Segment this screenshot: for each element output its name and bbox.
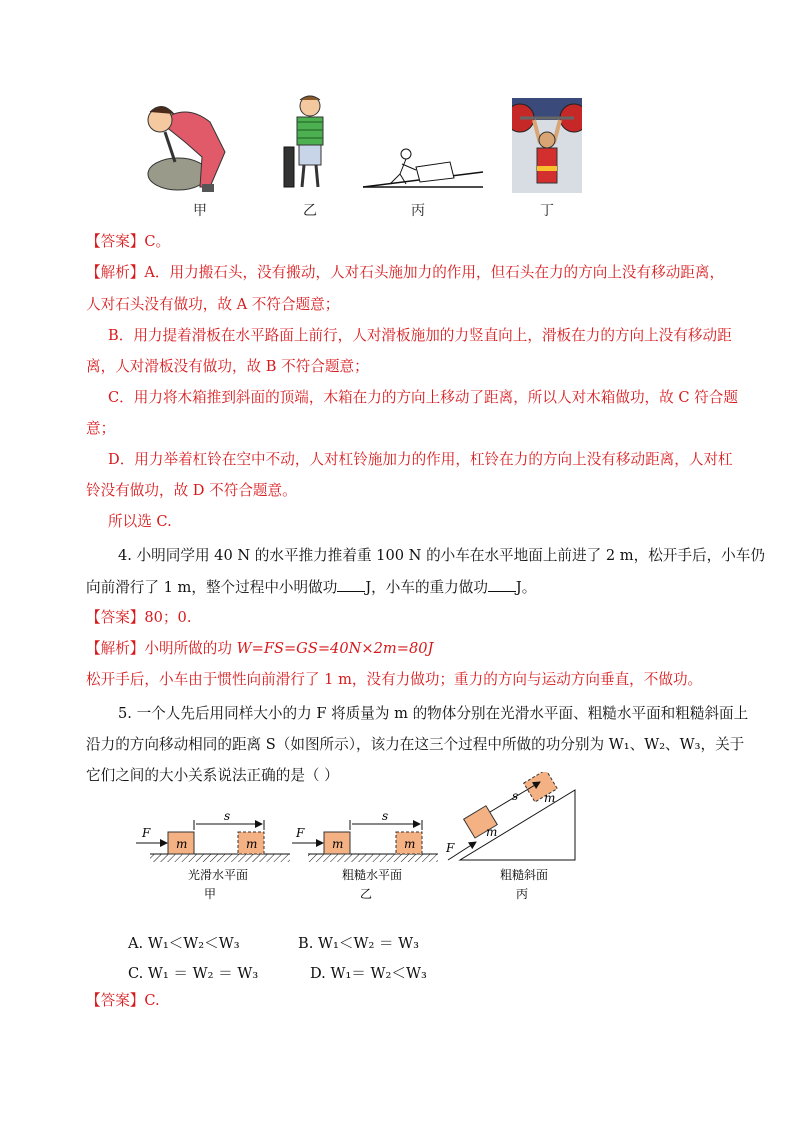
q4-stem-line1: 4. 小明同学用 40 N 的水平推力推着重 100 N 的小车在水平地面上前进了 2 m，松开手后，小车仍 — [118, 547, 765, 564]
figure-label-ding: 丁 — [540, 203, 554, 219]
dist-label-a: s — [224, 809, 231, 823]
q5-answer: 【答案】C. — [86, 992, 160, 1009]
diagram-rough-surface — [292, 820, 438, 862]
force-label-c: F — [446, 841, 455, 855]
q4-analysis: 【解析】小明所做的功 W=FS=GS=40N×2m=80J — [86, 640, 434, 657]
q5-option-D[interactable]: D. W₁＝ W₂＜W₃ — [310, 965, 427, 982]
q3-answer: 【答案】C。 — [86, 233, 171, 250]
q5-stem-line2: 沿力的方向移动相同的距离 S（如图所示），该力在这三个过程中所做的功分别为 W₁、W₂、W₃，关于 — [86, 736, 745, 753]
q4-stem-line2: 向前滑行了 1 m，整个过程中小明做功 J，小车的重力做功 J。 — [86, 579, 537, 596]
figure-force-diagrams — [130, 772, 600, 912]
mass-label-a-dashed: m — [246, 837, 258, 851]
q3-conclusion: 所以选 C. — [108, 513, 172, 530]
q5-option-C[interactable]: C. W₁ ＝ W₂ ＝ W₃ — [128, 965, 259, 982]
q3-analysis-B-line1: B．用力提着滑板在水平路面上前行，人对滑板施加的力竖直向上，滑板在力的方向上没有移动距 — [108, 327, 732, 344]
diagram-label-c: 丙 — [516, 887, 529, 901]
diagram-label-a: 甲 — [204, 887, 217, 901]
diagram-label-b: 乙 — [360, 887, 373, 901]
q3-analysis-A-line1: 【解析】A．用力搬石头，没有搬动，人对石头施加力的作用，但石头在力的方向上没有移动距离， — [86, 264, 725, 281]
q3-analysis-B-line2: 离，人对滑板没有做功，故 B 不符合题意； — [86, 358, 369, 375]
q4-analysis-followup: 松开手后，小车由于惯性向前滑行了 1 m，没有力做功；重力的方向与运动方向垂直，不做功。 — [86, 671, 703, 688]
q4-blank-1[interactable] — [337, 577, 365, 592]
mass-label-b: m — [332, 837, 344, 851]
illustration-pushing-box-incline — [358, 132, 486, 192]
q4-formula: W=FS=GS=40N×2m=80J — [236, 640, 434, 657]
q3-analysis-D-line1: D．用力举着杠铃在空中不动，人对杠铃施加力的作用，杠铃在力的方向上没有移动距离，人对杠 — [108, 451, 733, 468]
illustration-carrying-skateboard — [280, 92, 340, 197]
q3-analysis-C-line1: C．用力将木箱推到斜面的顶端，木箱在力的方向上移动了距离，所以人对木箱做功，故 C 符合题 — [108, 389, 738, 406]
dist-label-c: s — [512, 789, 519, 803]
q5-stem-line3: 它们之间的大小关系说法正确的是（ ） — [86, 767, 339, 784]
q5-option-A[interactable]: A. W₁＜W₂＜W₃ — [128, 935, 240, 952]
q3-analysis-C-line2: 意； — [86, 420, 116, 437]
q3-analysis-A-line2: 人对石头没有做功，故 A 不符合题意； — [86, 296, 340, 313]
q3-analysis-D-line2: 铃没有做功，故 D 不符合题意。 — [86, 482, 297, 499]
dist-label-b: s — [382, 809, 389, 823]
q5-option-B[interactable]: B. W₁＜W₂ ＝ W₃ — [298, 935, 420, 952]
figure-label-bing: 丙 — [411, 203, 425, 219]
diagram-rough-incline — [448, 772, 575, 860]
q4-answer: 【答案】80；0. — [86, 609, 192, 626]
illustration-lifting-rock — [130, 92, 240, 197]
q4-blank-2[interactable] — [488, 577, 516, 592]
figure-label-jia: 甲 — [193, 203, 207, 219]
mass-label-a: m — [176, 837, 188, 851]
q5-stem-line1: 5. 一个人先后用同样大小的力 F 将质量为 m 的物体分别在光滑水平面、粗糙水平面和粗糙斜面上 — [118, 705, 749, 722]
figure-work-examples — [130, 92, 600, 222]
surface-label-a: 光滑水平面 — [188, 868, 249, 882]
surface-label-b: 粗糙水平面 — [342, 868, 403, 882]
force-label-b: F — [296, 826, 305, 840]
mass-label-c-dashed: m — [544, 791, 556, 805]
surface-label-c: 粗糙斜面 — [500, 868, 549, 882]
mass-label-b-dashed: m — [404, 837, 416, 851]
diagram-smooth-surface — [136, 820, 290, 862]
mass-label-c: m — [486, 825, 498, 839]
figure-label-yi: 乙 — [303, 203, 317, 219]
illustration-weightlifter — [512, 98, 582, 193]
force-label-a: F — [142, 826, 151, 840]
